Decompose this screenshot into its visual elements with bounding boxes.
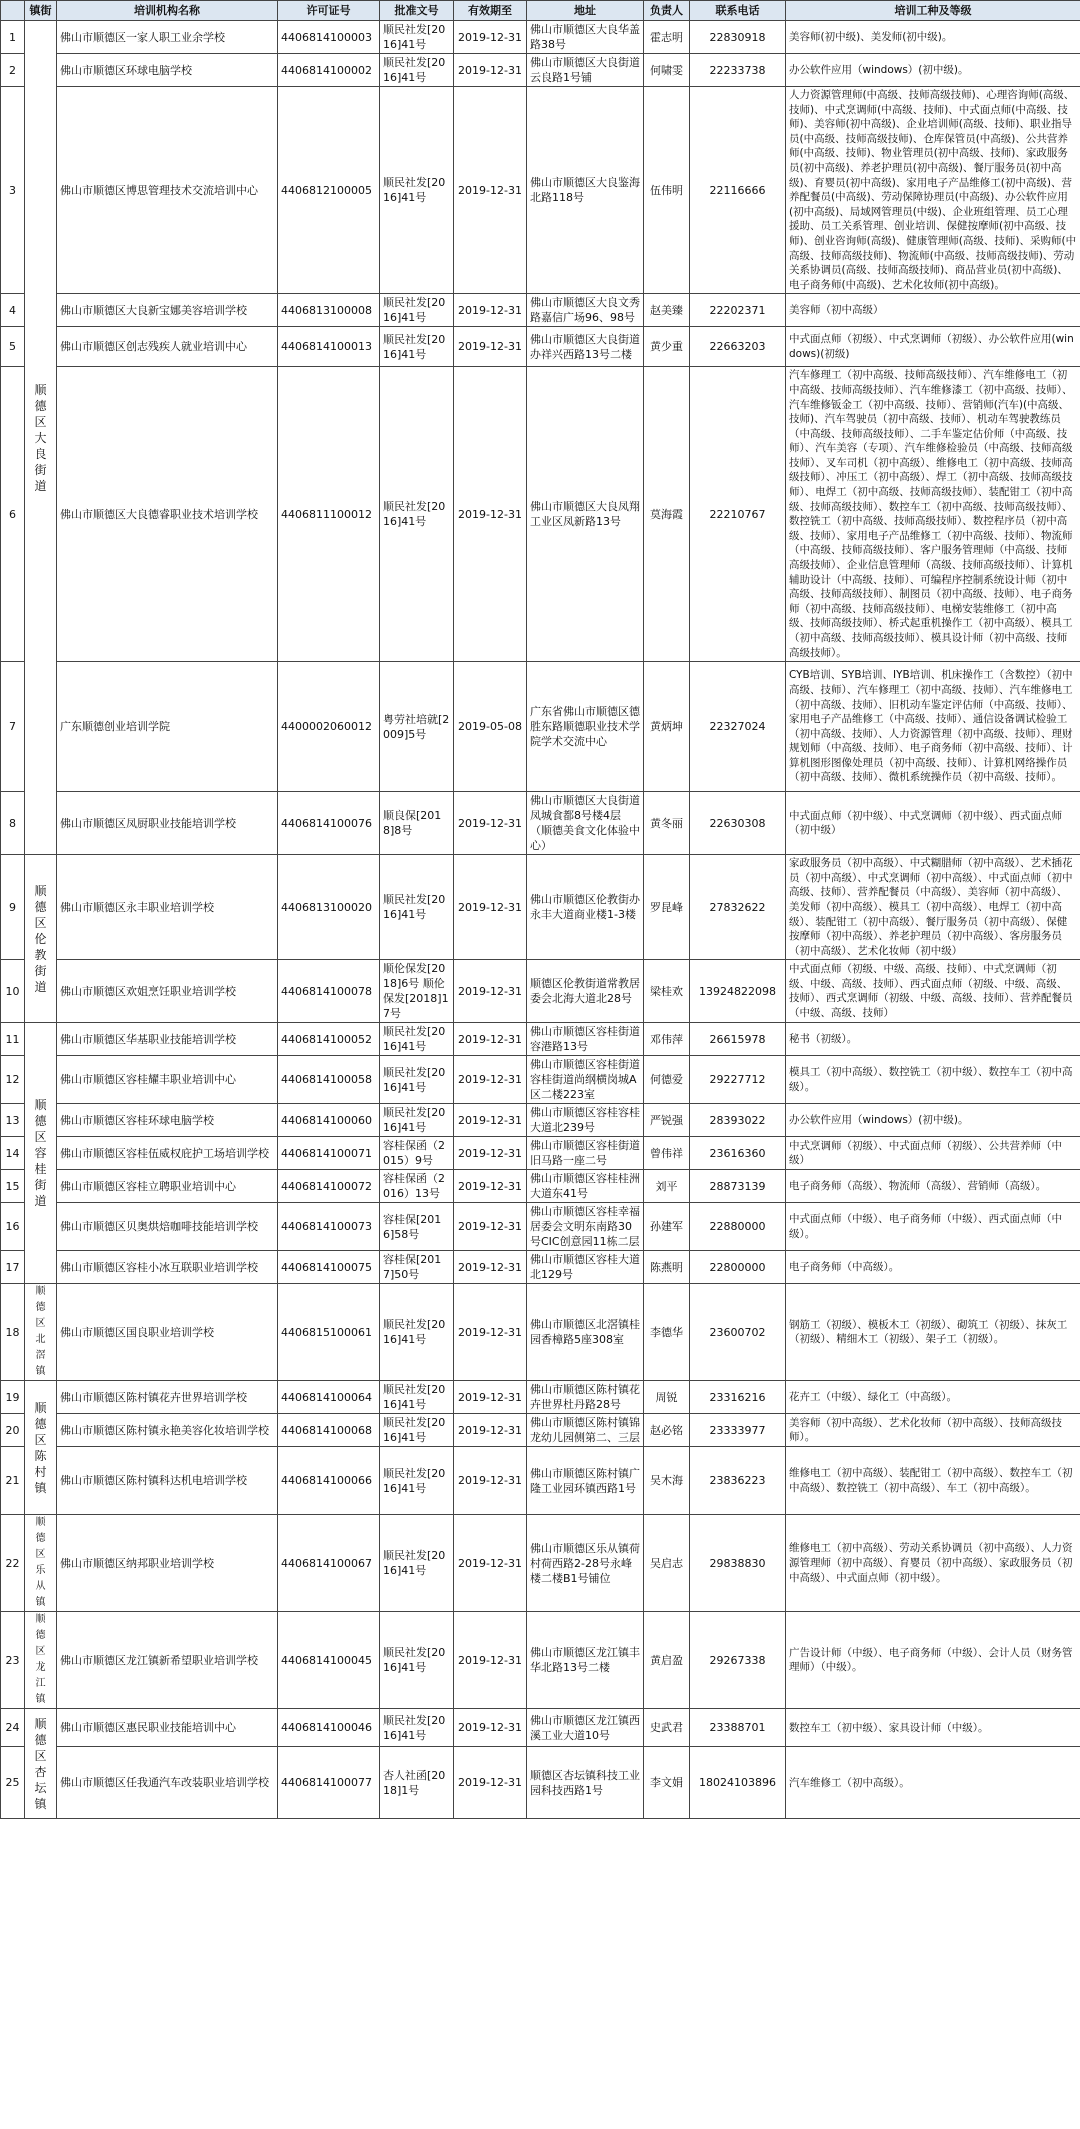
cell-trades: 电子商务师（中高级）。	[786, 1251, 1080, 1284]
cell-town: 顺德区容桂街道	[25, 1023, 57, 1284]
cell-phone: 18024103896	[690, 1747, 786, 1819]
cell-name: 佛山市顺德区容桂小冰互联职业培训学校	[57, 1251, 278, 1284]
cell-no: 10	[1, 960, 25, 1023]
cell-person: 陈燕明	[644, 1251, 690, 1284]
cell-trades: 人力资源管理师(中高级、技师高级技师)、心理咨询师(高级、技师)、中式烹调师(中高级、技师)、中式面点师(中高级、技师)、美容师(初中高级)、企业培训师(高级、技师)、职业指导员(中高级、技师高级技师)、仓库保管员(中高级)、公共营养师(中高级、技师)、物业管理员(初中高级、技师)、家政服务员(初中高级)、养老护理员(初中高级)、餐厅服务员(初中高级)、育婴员(初中高级)、家用电子产品维修工(初中高级)、营养配餐员(中高级)、劳动保障协理员(中高级)、办公软件应用(初中高级)、局域网管理员(中级)、企业班组管理、员工心理援助、员工关系管理、创业培训、保健按摩师(初中高级、技师)、创业咨询师(高级)、健康管理师(高级、技师)、采购师(中高级、技师高级技师)、物流师(中高级、技师高级技师)、劳动关系协调员(高级、技师高级技师)、商品营业员(初中高级)、电子商务师(中高级)、艺术化妆师(初中高级)。	[786, 87, 1080, 294]
cell-address: 佛山市顺德区大良街道云良路1号铺	[527, 54, 644, 87]
cell-approval: 顺民社发[2016]41号	[380, 1023, 454, 1056]
cell-phone: 13924822098	[690, 960, 786, 1023]
cell-address: 佛山市顺德区大良华盖路38号	[527, 21, 644, 54]
cell-license: 4406814100075	[278, 1251, 380, 1284]
cell-name: 佛山市顺德区纳邦职业培训学校	[57, 1515, 278, 1612]
cell-no: 2	[1, 54, 25, 87]
cell-license: 4406813100020	[278, 855, 380, 960]
cell-phone: 29838830	[690, 1515, 786, 1612]
header-approval: 批准文号	[380, 1, 454, 21]
cell-approval: 容桂保函（2015）9号	[380, 1137, 454, 1170]
cell-valid: 2019-05-08	[454, 662, 527, 792]
cell-trades: 数控车工（初中级）、家具设计师（中级）。	[786, 1709, 1080, 1747]
cell-phone: 29267338	[690, 1612, 786, 1709]
cell-name: 佛山市顺德区环球电脑学校	[57, 54, 278, 87]
cell-approval: 杏人社函[2018]1号	[380, 1747, 454, 1819]
cell-phone: 27832622	[690, 855, 786, 960]
cell-no: 21	[1, 1447, 25, 1515]
cell-trades: 维修电工（初中高级）、装配钳工（初中高级）、数控车工（初中高级）、数控铣工（初中高级）、车工（初中高级）。	[786, 1447, 1080, 1515]
cell-approval: 粤劳社培就[2009]5号	[380, 662, 454, 792]
cell-approval: 顺民社发[2016]41号	[380, 294, 454, 327]
cell-address: 佛山市顺德区大良凤翔工业区凤新路13号	[527, 367, 644, 662]
cell-trades: 美容师(初中级)、美发师(初中级)。	[786, 21, 1080, 54]
cell-address: 顺德区伦教街道常教居委会北海大道北28号	[527, 960, 644, 1023]
table-row	[1, 367, 1080, 662]
cell-approval: 顺民社发[2016]41号	[380, 1515, 454, 1612]
cell-trades: 汽车维修工（初中高级）。	[786, 1747, 1080, 1819]
cell-town: 顺德区乐从镇	[25, 1515, 57, 1612]
header-no	[1, 1, 25, 21]
header-valid: 有效期至	[454, 1, 527, 21]
cell-name: 佛山市顺德区大良新宝娜美容培训学校	[57, 294, 278, 327]
table-row	[1, 294, 1080, 327]
cell-person: 曾伟祥	[644, 1137, 690, 1170]
header-license: 许可证号	[278, 1, 380, 21]
cell-valid: 2019-12-31	[454, 294, 527, 327]
cell-license: 4406814100066	[278, 1447, 380, 1515]
cell-no: 1	[1, 21, 25, 54]
table-row	[1, 1515, 1080, 1612]
cell-person: 黄启盈	[644, 1612, 690, 1709]
cell-address: 佛山市顺德区大良街道凤城食都8号楼4层（顺德美食文化体验中心）	[527, 792, 644, 855]
cell-valid: 2019-12-31	[454, 1612, 527, 1709]
cell-phone: 22116666	[690, 87, 786, 294]
table-row	[1, 960, 1080, 1023]
table-row	[1, 1414, 1080, 1447]
cell-trades: 中式面点师（中级）、电子商务师（中级）、西式面点师（中级）。	[786, 1203, 1080, 1251]
cell-name: 佛山市顺德区容桂伍威权庇护工场培训学校	[57, 1137, 278, 1170]
cell-no: 14	[1, 1137, 25, 1170]
cell-town: 顺德区龙江镇	[25, 1612, 57, 1709]
cell-approval: 顺伦保发[2018]6号 顺伦保发[2018]17号	[380, 960, 454, 1023]
cell-no: 16	[1, 1203, 25, 1251]
cell-town: 顺德区陈村镇	[25, 1381, 57, 1515]
cell-trades: 秘书（初级）。	[786, 1023, 1080, 1056]
cell-trades: 中式面点师（初中级）、中式烹调师（初中级）、西式面点师（初中级）	[786, 792, 1080, 855]
cell-valid: 2019-12-31	[454, 1381, 527, 1414]
cell-address: 佛山市顺德区容桂大道北129号	[527, 1251, 644, 1284]
cell-license: 4406814100078	[278, 960, 380, 1023]
table-row	[1, 1447, 1080, 1515]
cell-phone: 22202371	[690, 294, 786, 327]
cell-no: 17	[1, 1251, 25, 1284]
table-row	[1, 1170, 1080, 1203]
table-row	[1, 1381, 1080, 1414]
cell-phone: 22663203	[690, 327, 786, 367]
cell-license: 4400002060012	[278, 662, 380, 792]
cell-name: 佛山市顺德区任我通汽车改装职业培训学校	[57, 1747, 278, 1819]
cell-trades: 花卉工（中级）、绿化工（中高级）。	[786, 1381, 1080, 1414]
cell-trades: 广告设计师（中级）、电子商务师（中级）、会计人员（财务管理师）（中级）。	[786, 1612, 1080, 1709]
cell-approval: 顺民社发[2016]41号	[380, 21, 454, 54]
cell-address: 佛山市顺德区陈村镇广隆工业园环镇西路1号	[527, 1447, 644, 1515]
cell-address: 顺德区杏坛镇科技工业园科技西路1号	[527, 1747, 644, 1819]
cell-phone: 29227712	[690, 1056, 786, 1104]
header-town: 镇街	[25, 1, 57, 21]
cell-valid: 2019-12-31	[454, 855, 527, 960]
cell-valid: 2019-12-31	[454, 87, 527, 294]
cell-trades: 美容师（初中高级）	[786, 294, 1080, 327]
cell-phone: 23600702	[690, 1284, 786, 1381]
cell-approval: 顺民社发[2016]41号	[380, 1414, 454, 1447]
cell-trades: 办公软件应用（windows）(初中级)。	[786, 1104, 1080, 1137]
cell-phone: 22800000	[690, 1251, 786, 1284]
cell-person: 黄炳坤	[644, 662, 690, 792]
cell-phone: 26615978	[690, 1023, 786, 1056]
cell-trades: 电子商务师（高级）、物流师（高级）、营销师（高级）。	[786, 1170, 1080, 1203]
cell-valid: 2019-12-31	[454, 1447, 527, 1515]
cell-trades: 中式烹调师（初级）、中式面点师（初级）、公共营养师（中级）	[786, 1137, 1080, 1170]
cell-person: 黄冬丽	[644, 792, 690, 855]
table-row	[1, 1747, 1080, 1819]
cell-license: 4406814100071	[278, 1137, 380, 1170]
cell-approval: 顺民社发[2016]41号	[380, 54, 454, 87]
cell-person: 史武君	[644, 1709, 690, 1747]
cell-trades: 维修电工（初中高级）、劳动关系协调员（初中高级）、人力资源管理师（初中高级）、育婴员（初中高级）、家政服务员（初中高级）、中式面点师（初中级）。	[786, 1515, 1080, 1612]
cell-license: 4406814100064	[278, 1381, 380, 1414]
cell-valid: 2019-12-31	[454, 1747, 527, 1819]
cell-name: 佛山市顺德区华基职业技能培训学校	[57, 1023, 278, 1056]
cell-person: 李文娟	[644, 1747, 690, 1819]
cell-no: 19	[1, 1381, 25, 1414]
cell-approval: 顺民社发[2016]41号	[380, 1381, 454, 1414]
cell-valid: 2019-12-31	[454, 1170, 527, 1203]
cell-no: 25	[1, 1747, 25, 1819]
cell-name: 佛山市顺德区大良德睿职业技术培训学校	[57, 367, 278, 662]
header-name: 培训机构名称	[57, 1, 278, 21]
cell-address: 佛山市顺德区伦教街办永丰大道商业楼1-3楼	[527, 855, 644, 960]
cell-person: 邓伟萍	[644, 1023, 690, 1056]
table-row	[1, 327, 1080, 367]
cell-name: 佛山市顺德区一家人职工业余学校	[57, 21, 278, 54]
cell-person: 李德华	[644, 1284, 690, 1381]
cell-phone: 28873139	[690, 1170, 786, 1203]
cell-trades: 钢筋工（初级）、模板木工（初级）、砌筑工（初级）、抹灰工（初级）、精细木工（初级）、架子工（初级）。	[786, 1284, 1080, 1381]
cell-address: 佛山市顺德区大良文秀路嘉信广场96、98号	[527, 294, 644, 327]
cell-approval: 容桂保[2016]58号	[380, 1203, 454, 1251]
cell-no: 8	[1, 792, 25, 855]
table-row	[1, 1056, 1080, 1104]
cell-valid: 2019-12-31	[454, 367, 527, 662]
table-row	[1, 1137, 1080, 1170]
cell-no: 15	[1, 1170, 25, 1203]
cell-person: 孙建军	[644, 1203, 690, 1251]
cell-phone: 23316216	[690, 1381, 786, 1414]
cell-approval: 顺民社发[2016]41号	[380, 1056, 454, 1104]
cell-name: 佛山市顺德区容桂立聘职业培训中心	[57, 1170, 278, 1203]
cell-no: 6	[1, 367, 25, 662]
cell-valid: 2019-12-31	[454, 1056, 527, 1104]
table-row	[1, 1284, 1080, 1381]
cell-license: 4406814100013	[278, 327, 380, 367]
table-row	[1, 1023, 1080, 1056]
cell-license: 4406814100077	[278, 1747, 380, 1819]
cell-no: 23	[1, 1612, 25, 1709]
cell-address: 佛山市顺德区大良街道办祥兴西路13号二楼	[527, 327, 644, 367]
cell-person: 赵美臻	[644, 294, 690, 327]
cell-name: 佛山市顺德区贝奥烘焙咖啡技能培训学校	[57, 1203, 278, 1251]
cell-town: 顺德区杏坛镇	[25, 1709, 57, 1819]
cell-approval: 顺民社发[2016]41号	[380, 1709, 454, 1747]
cell-license: 4406814100068	[278, 1414, 380, 1447]
cell-address: 佛山市顺德区陈村镇锦龙幼儿园侧第二、三层	[527, 1414, 644, 1447]
cell-no: 11	[1, 1023, 25, 1056]
table-row	[1, 54, 1080, 87]
cell-phone: 22880000	[690, 1203, 786, 1251]
cell-person: 吴木海	[644, 1447, 690, 1515]
cell-address: 佛山市顺德区容桂容桂大道北239号	[527, 1104, 644, 1137]
cell-valid: 2019-12-31	[454, 54, 527, 87]
cell-approval: 顺民社发[2016]41号	[380, 367, 454, 662]
cell-person: 莫海霞	[644, 367, 690, 662]
cell-license: 4406812100005	[278, 87, 380, 294]
cell-no: 4	[1, 294, 25, 327]
cell-valid: 2019-12-31	[454, 1104, 527, 1137]
cell-town: 顺德区伦教街道	[25, 855, 57, 1023]
cell-person: 赵必铭	[644, 1414, 690, 1447]
cell-approval: 顺民社发[2016]41号	[380, 87, 454, 294]
cell-license: 4406813100008	[278, 294, 380, 327]
header-address: 地址	[527, 1, 644, 21]
cell-approval: 容桂保[2017]50号	[380, 1251, 454, 1284]
table-row	[1, 87, 1080, 294]
cell-no: 22	[1, 1515, 25, 1612]
cell-address: 佛山市顺德区容桂街道旧马路一座二号	[527, 1137, 644, 1170]
cell-phone: 22210767	[690, 367, 786, 662]
cell-approval: 顺民社发[2016]41号	[380, 855, 454, 960]
table-row	[1, 1203, 1080, 1251]
cell-person: 罗昆峰	[644, 855, 690, 960]
cell-valid: 2019-12-31	[454, 1251, 527, 1284]
cell-approval: 顺民社发[2016]41号	[380, 1104, 454, 1137]
cell-name: 佛山市顺德区博思管理技术交流培训中心	[57, 87, 278, 294]
cell-trades: 美容师（初中高级）、艺术化妆师（初中高级）、技师高级技师）。	[786, 1414, 1080, 1447]
cell-name: 佛山市顺德区创志残疾人就业培训中心	[57, 327, 278, 367]
table-row	[1, 1251, 1080, 1284]
cell-license: 4406815100061	[278, 1284, 380, 1381]
table-row	[1, 855, 1080, 960]
cell-phone: 22630308	[690, 792, 786, 855]
cell-approval: 顺民社发[2016]41号	[380, 1612, 454, 1709]
cell-license: 4406814100052	[278, 1023, 380, 1056]
cell-approval: 顺良保[2018]8号	[380, 792, 454, 855]
cell-valid: 2019-12-31	[454, 1515, 527, 1612]
cell-address: 广东省佛山市顺德区德胜东路顺德职业技术学院学术交流中心	[527, 662, 644, 792]
cell-trades: 汽车修理工（初中高级、技师高级技师）、汽车维修电工（初中高级、技师高级技师）、汽车维修漆工（初中高级、技师）、汽车维修钣金工（初中高级、技师）、营销师(汽车)(中高级、技师)、汽车驾驶员（初中高级、技师）、机动车驾驶教练员（中高级、技师高级技师）、二手车鉴定估价师（中高级、技师）、汽车美容（专项）、汽车维修检验员（中高级、技师高级技师）、叉车司机（初中高级）、维修电工（初中高级、技师高级技师）、冲压工（初中高级）、焊工（初中高级、技师高级技师）、电焊工（初中高级、技师高级技师）、装配钳工（初中高级、技师高级技师）、数控车工（初中高级、技师高级技师）、数控铣工（初中高级、技师高级技师）、数控程序员（初中高级、技师）、家用电子产品维修工（初中高级、技师）、物流师（中高级、技师高级技师）、客户服务管理师（中高级、技师高级技师）、企业信息管理师（高级、技师高级技师）、计算机辅助设计（中高级、技师）、可编程序控制系统设计师（初中高级、技师高级技师）、制图员（初中高级、技师）、电子商务师（初中高级、技师高级技师）、电梯安装维修工（初中高级、技师高级技师）、桥式起重机操作工（初中高级）、模具工（初中高级、技师高级技师）、模具设计师（初中高级、技师高级技师）。	[786, 367, 1080, 662]
cell-person: 刘平	[644, 1170, 690, 1203]
cell-valid: 2019-12-31	[454, 21, 527, 54]
cell-no: 7	[1, 662, 25, 792]
table-row	[1, 1709, 1080, 1747]
cell-trades: 中式面点师（初级、中级、高级、技师）、中式烹调师（初级、中级、高级、技师）、西式面点师（初级、中级、高级、技师）、西式烹调师（初级、中级、高级、技师）、营养配餐员（中级、高级、技师）	[786, 960, 1080, 1023]
header-person: 负责人	[644, 1, 690, 21]
cell-valid: 2019-12-31	[454, 1023, 527, 1056]
cell-name: 佛山市顺德区容桂环球电脑学校	[57, 1104, 278, 1137]
table-row	[1, 662, 1080, 792]
cell-name: 佛山市顺德区容桂耀丰职业培训中心	[57, 1056, 278, 1104]
cell-approval: 顺民社发[2016]41号	[380, 327, 454, 367]
cell-license: 4406814100045	[278, 1612, 380, 1709]
cell-license: 4406814100073	[278, 1203, 380, 1251]
cell-name: 佛山市顺德区凤厨职业技能培训学校	[57, 792, 278, 855]
cell-town: 顺德区大良街道	[25, 21, 57, 855]
table-row	[1, 1612, 1080, 1709]
cell-address: 佛山市顺德区陈村镇花卉世界杜丹路28号	[527, 1381, 644, 1414]
cell-no: 12	[1, 1056, 25, 1104]
cell-valid: 2019-12-31	[454, 1284, 527, 1381]
cell-address: 佛山市顺德区容桂街道容桂街道尚纲横岗城A区二楼223室	[527, 1056, 644, 1104]
cell-license: 4406811100012	[278, 367, 380, 662]
cell-no: 3	[1, 87, 25, 294]
cell-valid: 2019-12-31	[454, 792, 527, 855]
cell-valid: 2019-12-31	[454, 1137, 527, 1170]
cell-person: 何啸雯	[644, 54, 690, 87]
cell-address: 佛山市顺德区大良鉴海北路118号	[527, 87, 644, 294]
cell-town: 顺德区北滘镇	[25, 1284, 57, 1381]
cell-person: 吴启志	[644, 1515, 690, 1612]
cell-valid: 2019-12-31	[454, 1709, 527, 1747]
cell-license: 4406814100046	[278, 1709, 380, 1747]
cell-name: 佛山市顺德区陈村镇花卉世界培训学校	[57, 1381, 278, 1414]
cell-address: 佛山市顺德区容桂桂洲大道东41号	[527, 1170, 644, 1203]
table-row	[1, 1104, 1080, 1137]
cell-license: 4406814100060	[278, 1104, 380, 1137]
cell-person: 何德爱	[644, 1056, 690, 1104]
cell-no: 9	[1, 855, 25, 960]
cell-person: 霍志明	[644, 21, 690, 54]
cell-no: 5	[1, 327, 25, 367]
cell-name: 佛山市顺德区陈村镇科达机电培训学校	[57, 1447, 278, 1515]
cell-person: 伍伟明	[644, 87, 690, 294]
cell-license: 4406814100058	[278, 1056, 380, 1104]
cell-name: 佛山市顺德区龙江镇新希望职业培训学校	[57, 1612, 278, 1709]
header-trades: 培训工种及等级	[786, 1, 1080, 21]
table-row	[1, 21, 1080, 54]
cell-phone: 22233738	[690, 54, 786, 87]
cell-phone: 23616360	[690, 1137, 786, 1170]
cell-name: 佛山市顺德区陈村镇永艳美容化妆培训学校	[57, 1414, 278, 1447]
cell-no: 18	[1, 1284, 25, 1381]
cell-name: 佛山市顺德区惠民职业技能培训中心	[57, 1709, 278, 1747]
header-phone: 联系电话	[690, 1, 786, 21]
cell-name: 佛山市顺德区国良职业培训学校	[57, 1284, 278, 1381]
cell-trades: 中式面点师（初级）、中式烹调师（初级）、办公软件应用(windows)(初级)	[786, 327, 1080, 367]
cell-trades: 办公软件应用（windows）(初中级)。	[786, 54, 1080, 87]
cell-license: 4406814100002	[278, 54, 380, 87]
cell-license: 4406814100072	[278, 1170, 380, 1203]
table-row	[1, 792, 1080, 855]
cell-name: 佛山市顺德区欢姐烹饪职业培训学校	[57, 960, 278, 1023]
cell-phone: 22830918	[690, 21, 786, 54]
cell-address: 佛山市顺德区乐从镇荷村荷西路2-28号永峰楼二楼B1号铺位	[527, 1515, 644, 1612]
cell-person: 梁桂欢	[644, 960, 690, 1023]
cell-approval: 容桂保函（2016）13号	[380, 1170, 454, 1203]
cell-no: 24	[1, 1709, 25, 1747]
cell-trades: CYB培训、SYB培训、IYB培训、机床操作工（含数控）（初中高级、技师）、汽车修理工（初中高级、技师）、汽车维修电工（初中高级、技师）、旧机动车鉴定评估师（中高级、技师）、家用电子产品维修工（中高级、技师）、通信设备调试检验工（初中高级、技师）、人力资源管理（初中高级、技师）、理财规划师（中高级、技师）、电子商务师（初中高级、技师）、计算机图形图像处理员（初中高级、技师）、计算机网络操作员（初中高级、技师）、微机系统操作员（初中高级、技师）。	[786, 662, 1080, 792]
cell-valid: 2019-12-31	[454, 960, 527, 1023]
cell-no: 20	[1, 1414, 25, 1447]
cell-valid: 2019-12-31	[454, 1414, 527, 1447]
cell-phone: 28393022	[690, 1104, 786, 1137]
cell-address: 佛山市顺德区容桂幸福居委会文明东南路30号CIC创意园11栋二层	[527, 1203, 644, 1251]
cell-phone: 23388701	[690, 1709, 786, 1747]
cell-phone: 23333977	[690, 1414, 786, 1447]
cell-trades: 模具工（初中高级）、数控铣工（初中级）、数控车工（初中高级）。	[786, 1056, 1080, 1104]
cell-phone: 23836223	[690, 1447, 786, 1515]
header-row	[1, 1, 1080, 21]
cell-address: 佛山市顺德区龙江镇丰华北路13号二楼	[527, 1612, 644, 1709]
cell-trades: 家政服务员（初中高级）、中式糊腊师（初中高级）、艺术插花员（初中高级）、中式烹调师（初中高级）、中式面点师（初中高级、技师）、营养配餐员（中高级）、美容师（初中高级）、美发师（初中高级）、模具工（初中高级）、电焊工（初中高级）、装配钳工（初中高级）、餐厅服务员（初中高级）、保健按摩师（初中高级）、养老护理员（初中高级）、客房服务员（初中高级）、艺术化妆师（初中级）	[786, 855, 1080, 960]
cell-address: 佛山市顺德区北滘镇桂园香樟路5座308室	[527, 1284, 644, 1381]
cell-name: 佛山市顺德区永丰职业培训学校	[57, 855, 278, 960]
cell-approval: 顺民社发[2016]41号	[380, 1447, 454, 1515]
cell-license: 4406814100003	[278, 21, 380, 54]
cell-person: 周锐	[644, 1381, 690, 1414]
cell-name: 广东顺德创业培训学院	[57, 662, 278, 792]
cell-address: 佛山市顺德区容桂街道容港路13号	[527, 1023, 644, 1056]
cell-no: 13	[1, 1104, 25, 1137]
cell-person: 黄少重	[644, 327, 690, 367]
cell-valid: 2019-12-31	[454, 1203, 527, 1251]
cell-phone: 22327024	[690, 662, 786, 792]
cell-address: 佛山市顺德区龙江镇西溪工业大道10号	[527, 1709, 644, 1747]
cell-person: 严锐强	[644, 1104, 690, 1137]
cell-valid: 2019-12-31	[454, 327, 527, 367]
cell-license: 4406814100067	[278, 1515, 380, 1612]
cell-approval: 顺民社发[2016]41号	[380, 1284, 454, 1381]
cell-license: 4406814100076	[278, 792, 380, 855]
